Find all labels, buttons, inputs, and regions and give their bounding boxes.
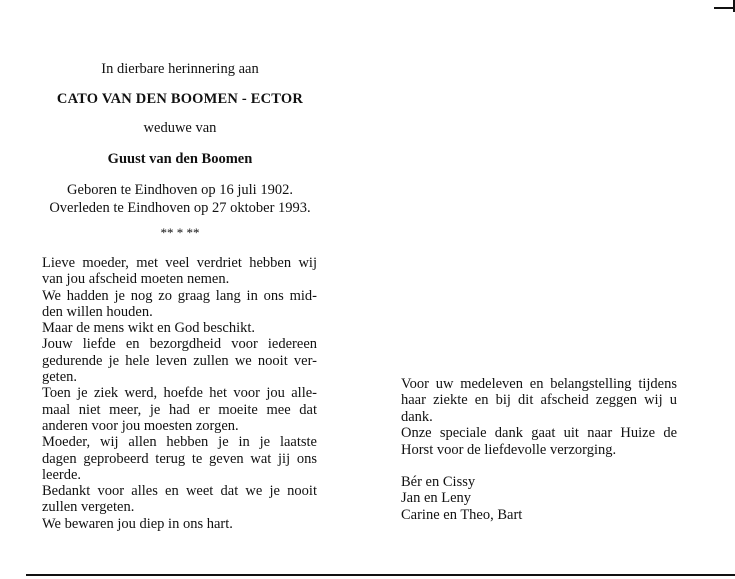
poem-line: Bedankt voor alles en weet dat we je nooit [42,483,317,500]
poem-line: den willen houden. [42,303,153,320]
poem-line: Toen je ziek werd, hoefde het voor jou alle- [42,385,317,402]
poem-line: Maar de mens wikt en God beschikt. [42,320,256,337]
thanks-line: haar ziekte en bij dit afscheid zeggen wij u [401,392,677,409]
poem-line: gedurende je hele leven zullen we nooit ver- [42,352,317,369]
poem-line: We hadden je nog zo graag lang in ons mid- [42,287,317,304]
spacer [401,458,677,474]
poem-line: zullen vergeten. [42,499,135,516]
husband-name: Guust van den Boomen [107,151,253,167]
thanks-line: Horst voor de liefdevolle verzorging. [401,441,617,458]
deceased-name: CATO VAN DEN BOOMEN - ECTOR [56,91,304,107]
corner-rule-top [714,7,735,9]
bottom-rule [26,574,735,576]
poem-line: dagen geprobeerd terug te geven wat jij ons [42,450,317,467]
signature-line: Carine en Theo, Bart [401,506,523,523]
born-text: Geboren te Eindhoven op 16 juli 1902. [67,182,293,198]
poem-line: van jou afscheid moeten nemen. [42,271,230,288]
poem-line: leerde. [42,466,82,483]
poem-line: geten. [42,369,78,386]
poem-line: anderen voor jou moesten zorgen. [42,417,239,434]
thanks-line: Onze speciale dank gaat uit naar Huize de [401,425,677,442]
poem-line: We bewaren jou diep in ons hart. [42,515,233,532]
signature-line: Jan en Leny [401,490,472,507]
dates-block [30,181,330,217]
died-text: Overleden te Eindhoven op 27 oktober 1993. [49,200,311,216]
separator-stars: ** * ** [160,225,200,240]
signature-line: Bér en Cissy [401,474,476,491]
poem-line: Jouw liefde en bezorgdheid voor iedereen [42,336,317,353]
thanks-line: dank. [401,408,433,425]
poem-line: Lieve moeder, met veel verdriet hebben wij [42,255,317,271]
intro-text: In dierbare herinnering aan [101,61,259,77]
thanks-line: Voor uw medeleven en belangstelling tijdens [401,376,677,392]
poem-block [42,255,317,532]
thanks-block [401,376,677,523]
widow-of-text: weduwe van [143,120,217,136]
poem-line: maal niet meer, je had er moeite mee dat [42,401,317,418]
poem-line: Moeder, wij allen hebben je in je laatste [42,434,317,451]
